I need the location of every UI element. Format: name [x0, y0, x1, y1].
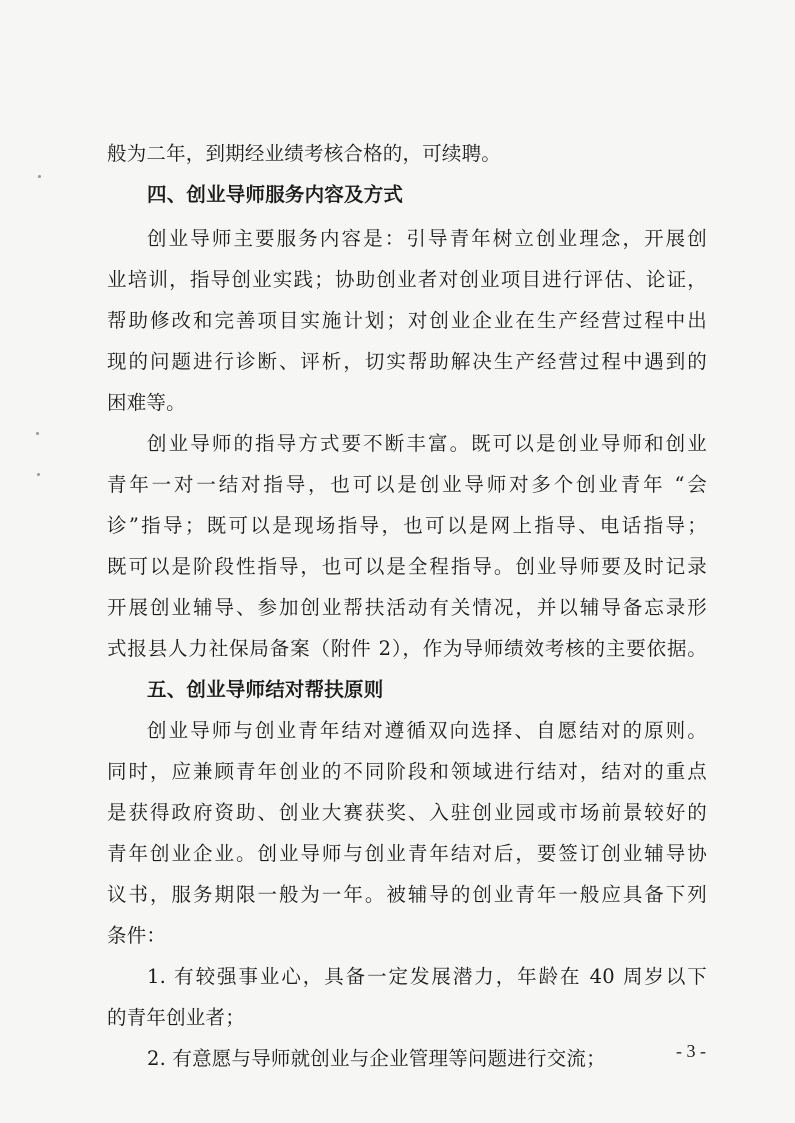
paragraph-line: 创业导师的指导方式要不断丰富。既可以是创业导师和创业	[147, 432, 707, 455]
paragraph-line: 开展创业辅导、参加创业帮扶活动有关情况，并以辅导备忘录形	[107, 596, 707, 619]
paragraph-line: 诊”指导；既可以是现场指导，也可以是网上指导、电话指导；	[107, 514, 707, 537]
paragraph-line: 既可以是阶段性指导，也可以是全程指导。创业导师要及时记录	[107, 555, 707, 578]
paragraph-line: 青年一对一结对指导，也可以是创业导师对多个创业青年 “会	[107, 473, 707, 496]
paragraph-line: 青年创业企业。创业导师与创业青年结对后，要签订创业辅导协	[107, 842, 707, 865]
list-item-line: 的青年创业者；	[107, 1006, 245, 1029]
scan-speck	[37, 473, 40, 476]
list-item-line: 2. 有意愿与导师就创业与企业管理等问题进行交流；	[147, 1047, 606, 1070]
paragraph-line: 般为二年，到期经业绩考核合格的，可续聘。	[107, 142, 502, 165]
scan-speck	[36, 432, 39, 435]
paragraph-line: 同时，应兼顾青年创业的不同阶段和领域进行结对，结对的重点	[107, 760, 707, 783]
paragraph-line: 创业导师主要服务内容是：引导青年树立创业理念，开展创	[147, 227, 707, 250]
scan-speck	[38, 175, 41, 178]
section-heading-5: 五、创业导师结对帮扶原则	[147, 678, 384, 701]
paragraph-line: 议书，服务期限一般为一年。被辅导的创业青年一般应具备下列	[107, 883, 707, 906]
section-heading-4: 四、创业导师服务内容及方式	[147, 183, 404, 206]
paragraph-line: 业培训，指导创业实践；协助创业者对创业项目进行评估、论证，	[107, 268, 707, 291]
paragraph-line: 条件：	[107, 924, 167, 947]
paragraph-line: 创业导师与创业青年结对遵循双向选择、自愿结对的原则。	[147, 719, 707, 742]
list-item-line: 1. 有较强事业心，具备一定发展潜力，年龄在 40 周岁以下	[147, 965, 707, 988]
paragraph-line: 是获得政府资助、创业大赛获奖、入驻创业园或市场前景较好的	[107, 801, 707, 824]
page-number: - 3 -	[676, 1041, 706, 1061]
paragraph-line: 帮助修改和完善项目实施计划；对创业企业在生产经营过程中出	[107, 309, 707, 332]
paragraph-line: 式报县人力社保局备案（附件 2），作为导师绩效考核的主要依据。	[107, 637, 707, 660]
paragraph-line: 现的问题进行诊断、评析，切实帮助解决生产经营过程中遇到的	[107, 350, 707, 373]
paragraph-line: 困难等。	[107, 391, 186, 414]
